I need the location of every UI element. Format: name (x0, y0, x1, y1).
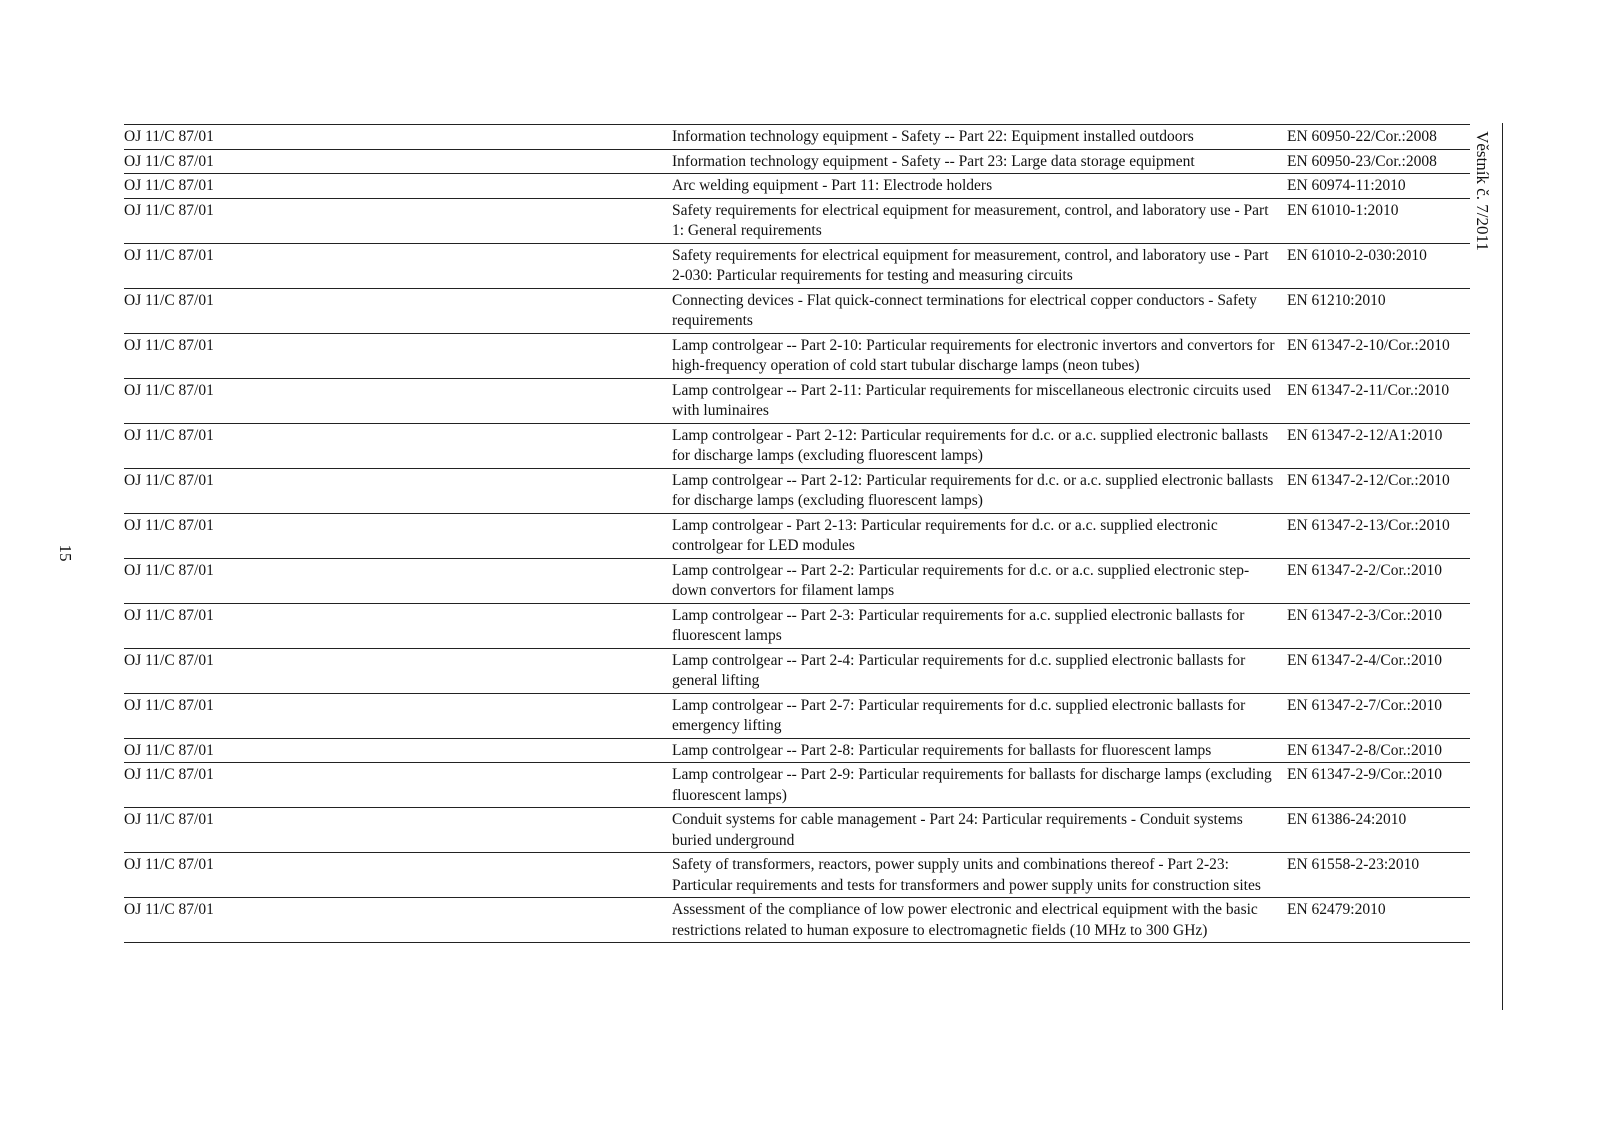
table-row (124, 198, 1470, 243)
standard-title-cell: Information technology equipment - Safety -- Part 22: Equipment installed outdoors (672, 128, 1194, 145)
journal-header: Věstník č. 7/2011 (1473, 131, 1492, 251)
reference-cell: OJ 11/C 87/01 (124, 901, 214, 918)
reference-cell: OJ 11/C 87/01 (124, 606, 214, 624)
table-row (124, 423, 1470, 468)
reference-cell: OJ 11/C 87/01 (124, 651, 214, 669)
table-row (124, 243, 1470, 288)
reference-cell: OJ 11/C 87/01 (124, 471, 214, 489)
table-row (124, 513, 1470, 558)
table-row (124, 378, 1470, 423)
standard-title-cell: Lamp controlgear -- Part 2-3: Particular requirements for a.c. supplied electronic ballasts for fluorescent lamps (672, 606, 1245, 644)
table-row (124, 125, 1470, 150)
standard-title-cell: Arc welding equipment - Part 11: Electrode holders (672, 177, 993, 194)
reference-cell: OJ 11/C 87/01 (124, 336, 214, 354)
standard-number-cell: EN 61347-2-4/Cor.:2010 (1287, 651, 1442, 669)
reference-cell: OJ 11/C 87/01 (124, 177, 214, 194)
standard-title-cell: Lamp controlgear -- Part 2-4: Particular requirements for d.c. supplied electronic ballasts for general lifting (672, 651, 1246, 689)
reference-cell: OJ 11/C 87/01 (124, 246, 214, 264)
standard-number-cell: EN 61010-1:2010 (1287, 201, 1399, 219)
standard-title-cell: Lamp controlgear -- Part 2-10: Particular requirements for electronic invertors and convertors for high-frequency operation of cold start tubular discharge lamps (neon tubes) (672, 336, 1275, 374)
reference-cell: OJ 11/C 87/01 (124, 561, 214, 579)
standard-title-cell: Lamp controlgear - Part 2-12: Particular requirements for d.c. or a.c. supplied electronic ballasts for discharge lamps (excluding fluorescent lamps) (672, 426, 1269, 464)
table-row (124, 763, 1470, 808)
reference-cell: OJ 11/C 87/01 (124, 128, 214, 145)
standard-number-cell: EN 61347-2-12/A1:2010 (1287, 426, 1443, 444)
standard-title-cell: Connecting devices - Flat quick-connect terminations for electrical copper conductors - Safety requirements (672, 291, 1257, 329)
reference-cell: OJ 11/C 87/01 (124, 426, 214, 444)
reference-cell: OJ 11/C 87/01 (124, 856, 214, 873)
header-divider (1502, 123, 1503, 1010)
standard-number-cell: EN 61386-24:2010 (1287, 811, 1407, 828)
table-row (124, 468, 1470, 513)
table-row (124, 603, 1470, 648)
standard-number-cell: EN 60950-22/Cor.:2008 (1287, 128, 1437, 145)
reference-cell: OJ 11/C 87/01 (124, 152, 214, 170)
table-row (124, 288, 1470, 333)
reference-cell: OJ 11/C 87/01 (124, 201, 214, 219)
reference-cell: OJ 11/C 87/01 (124, 516, 214, 534)
standard-number-cell: EN 62479:2010 (1287, 901, 1386, 918)
standard-title-cell: Safety requirements for electrical equipment for measurement, control, and laboratory use - Part 1: General requirements (672, 201, 1269, 239)
reference-cell: OJ 11/C 87/01 (124, 381, 214, 399)
standard-number-cell: EN 61347-2-9/Cor.:2010 (1287, 766, 1442, 783)
table-row (124, 174, 1470, 199)
table-row (124, 808, 1470, 853)
standards-table (124, 124, 1470, 943)
standard-title-cell: Lamp controlgear -- Part 2-12: Particular requirements for d.c. or a.c. supplied electronic ballasts for discharge lamps (excluding fluorescent lamps) (672, 471, 1274, 509)
standard-title-cell: Safety of transformers, reactors, power supply units and combinations thereof - Part 2-23: Particular requirements and tests for transformers and power supply units for construction sites (672, 856, 1261, 894)
table-row (124, 149, 1470, 174)
table-row (124, 333, 1470, 378)
standard-title-cell: Conduit systems for cable management - Part 24: Particular requirements - Conduit systems buried underground (672, 811, 1243, 849)
standard-number-cell: EN 61347-2-10/Cor.:2010 (1287, 336, 1450, 354)
reference-cell: OJ 11/C 87/01 (124, 696, 214, 714)
standard-title-cell: Lamp controlgear -- Part 2-2: Particular requirements for d.c. or a.c. supplied electronic step-down convertors for filament lamps (672, 561, 1250, 599)
standard-number-cell: EN 61347-2-3/Cor.:2010 (1287, 606, 1442, 624)
reference-cell: OJ 11/C 87/01 (124, 741, 214, 759)
standard-number-cell: EN 61347-2-11/Cor.:2010 (1287, 381, 1450, 399)
standard-title-cell: Lamp controlgear -- Part 2-9: Particular requirements for ballasts for discharge lamps (excluding fluorescent lamps) (672, 766, 1272, 804)
reference-cell: OJ 11/C 87/01 (124, 291, 214, 309)
standard-title-cell: Information technology equipment - Safety -- Part 23: Large data storage equipment (672, 152, 1195, 170)
standard-number-cell: EN 60950-23/Cor.:2008 (1287, 152, 1437, 170)
standards-table-body (124, 125, 1470, 943)
standard-number-cell: EN 61347-2-13/Cor.:2010 (1287, 516, 1450, 534)
table-row (124, 898, 1470, 943)
reference-cell: OJ 11/C 87/01 (124, 766, 214, 783)
standard-number-cell: EN 61347-2-7/Cor.:2010 (1287, 696, 1442, 714)
table-row (124, 738, 1470, 763)
standard-title-cell: Lamp controlgear - Part 2-13: Particular requirements for d.c. or a.c. supplied electronic controlgear for LED modules (672, 516, 1218, 554)
standard-number-cell: EN 61347-2-8/Cor.:2010 (1287, 741, 1442, 759)
table-row (124, 558, 1470, 603)
standard-number-cell: EN 61210:2010 (1287, 291, 1386, 309)
page-number: 15 (56, 544, 75, 562)
standard-number-cell: EN 61347-2-2/Cor.:2010 (1287, 561, 1442, 579)
table-row (124, 693, 1470, 738)
reference-cell: OJ 11/C 87/01 (124, 811, 214, 828)
standard-title-cell: Lamp controlgear -- Part 2-8: Particular requirements for ballasts for fluorescent lamps (672, 741, 1212, 759)
table-row (124, 648, 1470, 693)
standard-title-cell: Lamp controlgear -- Part 2-11: Particular requirements for miscellaneous electronic circuits used with luminaires (672, 381, 1271, 419)
standard-number-cell: EN 61010-2-030:2010 (1287, 246, 1427, 264)
standard-number-cell: EN 61347-2-12/Cor.:2010 (1287, 471, 1450, 489)
standards-table-container (124, 124, 1470, 943)
standard-title-cell: Safety requirements for electrical equipment for measurement, control, and laboratory use - Part 2-030: Particular requirements for testing and measuring circuits (672, 246, 1269, 284)
standard-number-cell: EN 60974-11:2010 (1287, 177, 1406, 194)
table-row (124, 853, 1470, 898)
standard-title-cell: Lamp controlgear -- Part 2-7: Particular requirements for d.c. supplied electronic ballasts for emergency lifting (672, 696, 1246, 734)
standard-title-cell: Assessment of the compliance of low power electronic and electrical equipment with the basic restrictions related to human exposure to electromagnetic fields (10 MHz to 300 GHz) (672, 901, 1258, 939)
standard-number-cell: EN 61558-2-23:2010 (1287, 856, 1420, 873)
